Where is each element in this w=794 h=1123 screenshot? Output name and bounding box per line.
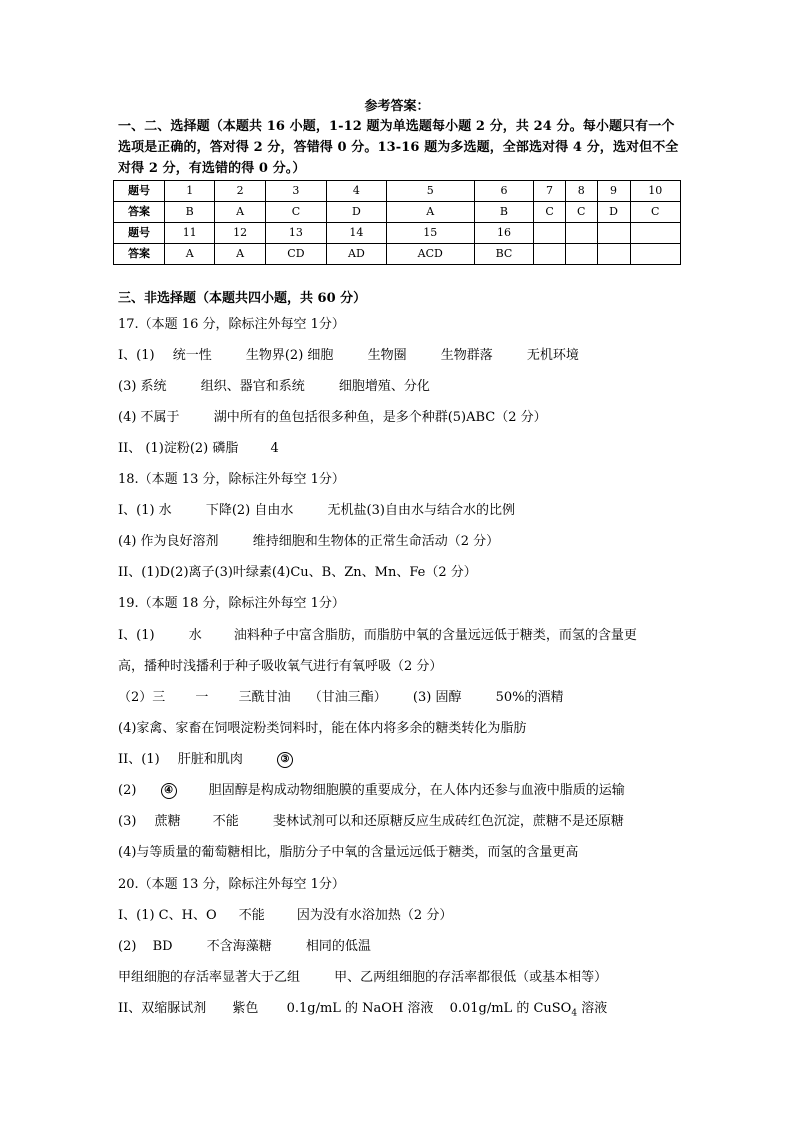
table-cell: 11 [165,223,215,244]
answer-text: II、 (1)淀粉(2) 磷脂 [118,441,239,456]
answer-line [118,440,279,458]
answer-line [118,751,293,769]
answer-text: 湖中所有的鱼包括很多种鱼，是多个种群(5)ABC（2 分） [213,410,547,425]
answer-text: 生物圈 [367,348,407,363]
table-cell [630,223,680,244]
table-row [114,202,681,223]
table-cell: 10 [630,181,680,202]
table-cell: C [630,202,680,223]
answer-text: 胆固醇是构成动物细胞膜的重要成分，在人体内还参与血液中脂质的运输 [208,783,625,798]
answer-text: 组织、器官和系统 [200,379,305,394]
answer-text: 下降(2) 自由水 [205,503,294,518]
answer-text: 0.1g/mL 的 NaOH 溶液 [286,1001,434,1016]
answer-text: 紫色 [232,1001,259,1016]
table-cell: 13 [265,223,326,244]
answer-text: 生物群落 [440,348,493,363]
table-cell: D [327,202,387,223]
table-row [114,223,681,244]
table-cell [597,223,630,244]
table-cell: A [165,244,215,265]
answer-text: I、(1) 水 [118,503,172,518]
answer-text: 50%的酒精 [495,690,564,705]
answer-line [118,533,499,551]
question-heading: 18.（本题 13 分，除标注外每空 1分） [118,472,345,487]
answer-text: 三酰甘油 [238,690,291,705]
answer-text: 不能 [238,908,265,923]
table-cell: 2 [215,181,265,202]
question-heading: 17.（本题 16 分，除标注外每空 1分） [118,317,345,332]
table-cell: AD [327,244,387,265]
row-header: 题号 [114,223,165,244]
answer-text: 0.01g/mL 的 CuSO [449,1001,572,1016]
answer-line [118,347,579,365]
table-cell: A [386,202,474,223]
answer-line [118,782,625,800]
answer-text: 不含海藻糖 [206,939,272,954]
table-cell: B [474,202,534,223]
answer-line [118,627,637,645]
table-cell [630,244,680,265]
answer-line [118,378,430,396]
answer-line [118,969,607,987]
answer-text: 水 [188,628,202,643]
answer-text: (3) 系统 [118,379,167,394]
page-title: 参考答案： [364,99,430,114]
answer-text: II、双缩脲试剂 [118,1001,207,1016]
answer-line [118,813,624,831]
answer-text: 甲组细胞的存活率显著大于乙组 [118,970,301,985]
answer-text: BD [152,939,173,954]
answer-table [113,180,681,265]
table-cell: 3 [265,181,326,202]
answer-text: （2）三 [118,690,166,705]
table-row [114,244,681,265]
answer-text: 因为没有水浴加热（2 分） [296,908,453,923]
answer-text: 无机盐(3)自由水与结合水的比例 [327,503,515,518]
answer-line [118,409,547,427]
table-cell: A [215,244,265,265]
answer-text: (4) 作为良好溶剂 [118,534,219,549]
row-header: 题号 [114,181,165,202]
answer-text: I、(1) [118,348,155,363]
answer-text: 无机环境 [526,348,579,363]
answer-text: (3) [118,814,137,829]
answer-text: 蔗糖 [154,814,181,829]
answer-text: (4) 不属于 [118,410,180,425]
answer-text: 肝脏和肌肉 [177,752,243,767]
answer-line: 高，播种时浅播利于种子吸收氧气进行有氧呼吸（2 分） [118,659,443,674]
answer-text: 不能 [212,814,239,829]
table-cell: 4 [327,181,387,202]
table-cell: 12 [215,223,265,244]
answer-line [118,938,371,956]
answer-line: (4)与等质量的葡萄糖相比，脂肪分子中氧的含量远远低于糖类，而氢的含量更高 [118,845,579,860]
table-cell: ACD [386,244,474,265]
answer-text: (3) 固醇 [412,690,462,705]
answer-line [118,689,564,707]
answer-line [118,502,515,520]
answer-line: II、(1)D(2)离子(3)叶绿素(4)Cu、B、Zn、Mn、Fe（2 分） [118,565,477,580]
table-cell: 1 [165,181,215,202]
table-cell: 16 [474,223,534,244]
table-cell: C [534,202,566,223]
answer-line: (4)家禽、家畜在饲喂淀粉类饲料时，能在体内将多余的糖类转化为脂肪 [118,721,527,736]
table-cell: 5 [386,181,474,202]
answer-text: 溶液 [577,1001,608,1016]
table-cell [565,244,597,265]
circled-number-4: ④ [161,783,177,799]
answer-text: 相同的低温 [305,939,371,954]
question-heading: 19.（本题 18 分，除标注外每空 1分） [118,596,345,611]
table-cell: C [265,202,326,223]
section-heading: 三、非选择题（本题共四小题，共 60 分） [118,291,367,306]
circled-number-3: ③ [277,752,293,768]
table-cell: 6 [474,181,534,202]
answer-text: （甘油三酯） [308,690,387,705]
subscript: 4 [571,1008,578,1019]
table-cell: 15 [386,223,474,244]
table-cell: 8 [565,181,597,202]
table-cell [534,244,566,265]
answer-text: 维持细胞和生物体的正常生命活动（2 分） [252,534,500,549]
answer-text: 统一性 [172,348,212,363]
answer-text: 4 [270,441,279,456]
row-header: 答案 [114,244,165,265]
answer-text: 斐林试剂可以和还原糖反应生成砖红色沉淀，蔗糖不是还原糖 [272,814,624,829]
answer-text: 甲、乙两组细胞的存活率都很低（或基本相等） [334,970,608,985]
answer-text: I、(1) C、H、O [118,908,217,923]
row-header: 答案 [114,202,165,223]
table-cell: 7 [534,181,566,202]
table-cell: D [597,202,630,223]
table-cell: 14 [327,223,387,244]
answer-text: 油料种子中富含脂肪，而脂肪中氧的含量远远低于糖类，而氢的含量更 [233,628,637,643]
answer-text: (2) [118,939,137,954]
table-cell: 9 [597,181,630,202]
answer-text: II、(1) [118,752,160,767]
table-cell: CD [265,244,326,265]
answer-line [118,1000,607,1023]
answer-text: 生物界(2) 细胞 [245,348,334,363]
answer-line [118,907,452,925]
answer-text: I、(1) [118,628,155,643]
table-cell [534,223,566,244]
table-cell [565,223,597,244]
answer-text: 细胞增殖、分化 [338,379,430,394]
table-row [114,181,681,202]
table-cell [597,244,630,265]
answer-text: 一 [195,690,209,705]
choice-section-intro: 一、二、选择题（本题共 16 小题，1-12 题为单选题每小题 2 分，共 24 分。每小题只有一个选项是正确的，答对得 2 分，答错得 0 分。13-16 题为多选题，全部选对得 4 分，选对但不全对得 2 分，有选错的得 0 分。） [118,119,679,176]
answer-text: (2) [118,783,137,798]
table-cell: A [215,202,265,223]
table-cell: B [165,202,215,223]
table-cell: BC [474,244,534,265]
question-heading: 20.（本题 13 分，除标注外每空 1分） [118,877,345,892]
table-cell: C [565,202,597,223]
